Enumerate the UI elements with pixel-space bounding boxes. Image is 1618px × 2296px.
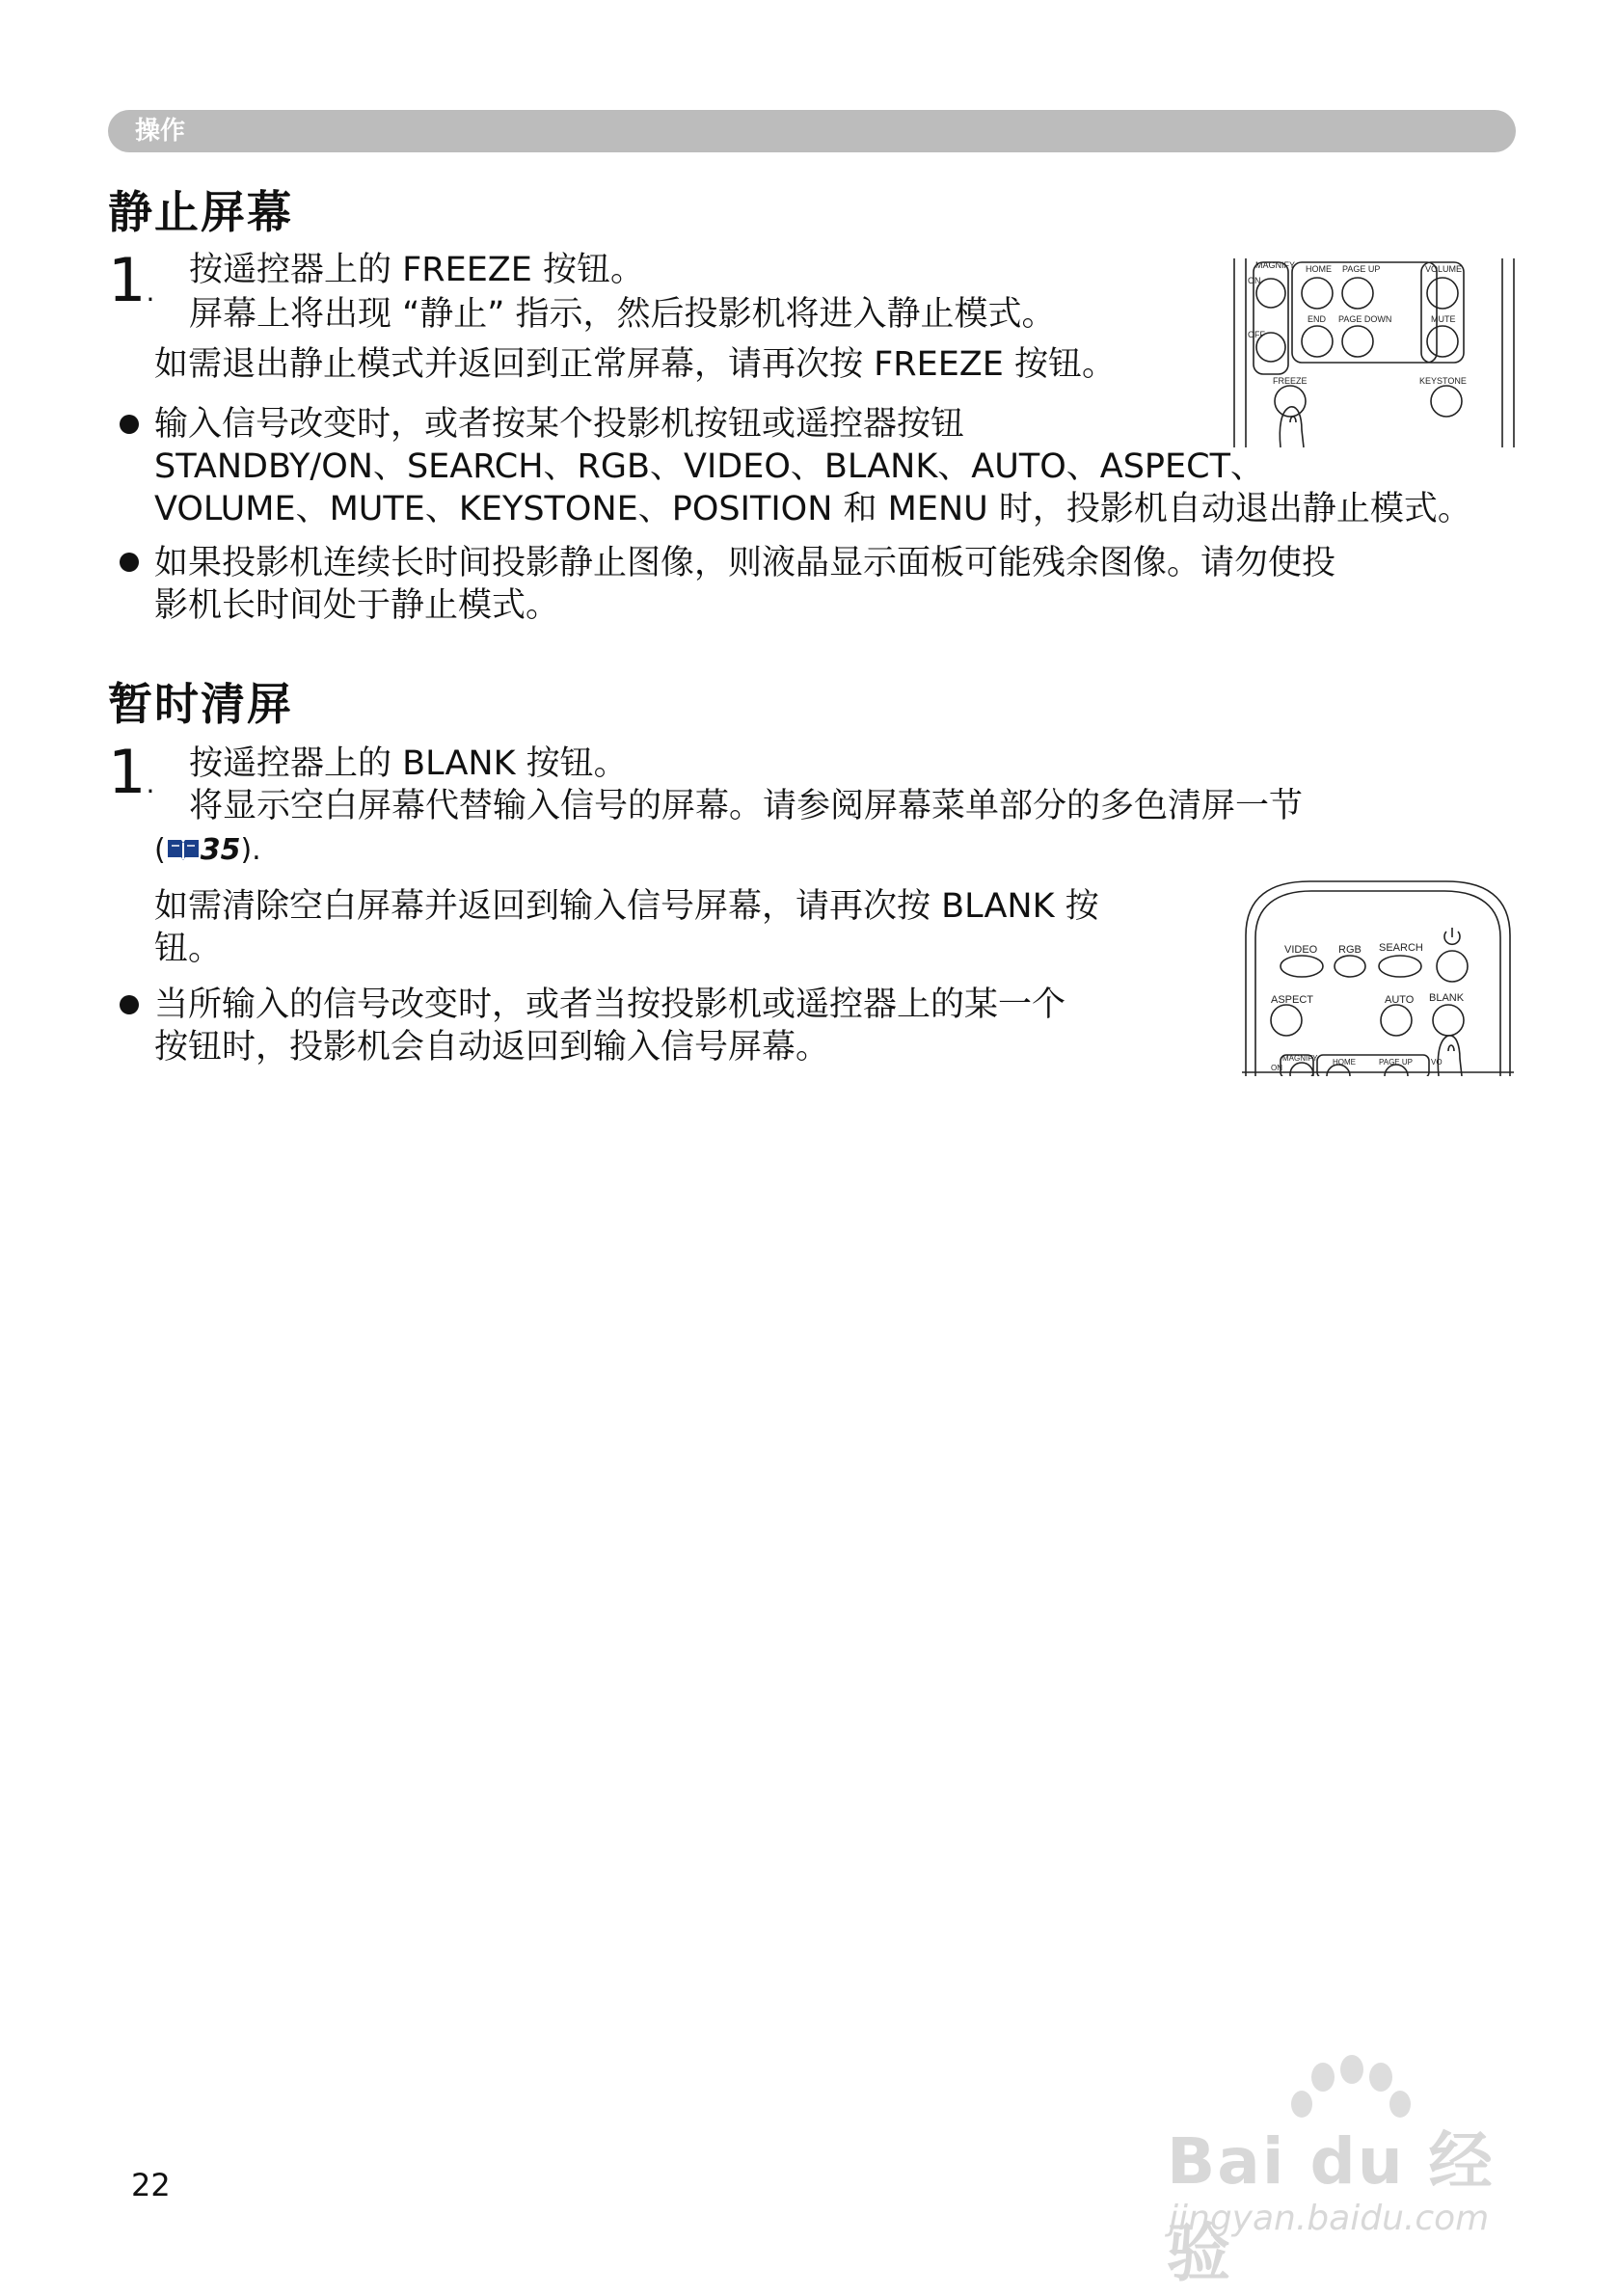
book-icon [166,836,201,861]
remote-label-keystone: KEYSTONE [1419,376,1467,386]
remote-label-on: ON [1271,1064,1282,1072]
page-number: 22 [131,2167,171,2203]
blank-section-title: 暂时清屏 [108,678,293,730]
bullet-dot [120,553,139,572]
freeze-bullet-line: 影机长时间处于静止模式。 [154,586,560,625]
blank-step-number: 1. [108,737,155,807]
blank-return-line: 钮。 [154,930,223,968]
remote-label-home: HOME [1333,1058,1356,1067]
remote-label-blank: BLANK [1429,992,1465,1004]
remote-freeze-illustration [1227,257,1522,449]
remote-label-auto: AUTO [1385,994,1415,1006]
section-header-label: 操作 [135,117,186,146]
ref-close-paren: ). [240,833,261,867]
remote-label-page-up: PAGE UP [1379,1058,1413,1067]
watermark-brand: Bai du 经验 [1167,2124,1495,2290]
remote-label-off: OFF [1248,330,1265,339]
blank-step-line: 将显示空白屏幕代替输入信号的屏幕。请参阅屏幕菜单部分的多色清屏一节 [189,787,1304,825]
section-header-bar [108,110,1516,152]
bullet-dot [120,995,139,1014]
freeze-bullet-line: 如果投影机连续长时间投影静止图像，则液晶显示面板可能残余图像。请勿使投 [154,544,1336,582]
remote-label-home: HOME [1306,264,1332,274]
remote-label-on: ON [1248,276,1261,285]
ref-open-paren: ( [154,833,166,867]
remote-label-end: END [1308,314,1327,324]
remote-blank-illustration [1242,878,1514,1076]
watermark-url: jingyan.baidu.com [1169,2199,1490,2238]
freeze-section-title: 静止屏幕 [108,186,293,238]
bullet-dot [120,415,139,434]
manual-page-reference [154,829,261,872]
remote-label-vo: VO [1431,1058,1443,1067]
ref-page-number: 35 [200,833,241,867]
freeze-step-number: 1. [108,245,155,315]
freeze-bullet-line: VOLUME、MUTE、KEYSTONE、POSITION 和 MENU 时，投影机自动退出静止模式。 [154,490,1471,528]
remote-label-page-up: PAGE UP [1342,264,1381,274]
freeze-step-line: 按遥控器上的 FREEZE 按钮。 [189,251,645,289]
remote-label-magnify: MAGNIFY [1255,260,1296,270]
baidu-watermark [1147,2054,1543,2290]
remote-label-aspect: ASPECT [1271,994,1314,1006]
freeze-bullet-line: 输入信号改变时，或者按某个投影机按钮或遥控器按钮 [154,405,965,444]
blank-return-line: 如需清除空白屏幕并返回到输入信号屏幕，请再次按 BLANK 按 [154,887,1099,926]
remote-label-volume: VOLUME [1425,264,1463,274]
remote-label-video: VIDEO [1284,944,1318,956]
remote-label-page-down: PAGE DOWN [1338,314,1392,324]
remote-label-freeze: FREEZE [1273,376,1308,386]
remote-label-rgb: RGB [1338,944,1362,956]
blank-bullet-line: 按钮时，投影机会自动返回到输入信号屏幕。 [154,1028,830,1067]
remote-label-mute: MUTE [1431,314,1456,324]
blank-bullet-line: 当所输入的信号改变时，或者当按投影机或遥控器上的某一个 [154,986,1066,1024]
remote-label-search: SEARCH [1379,942,1423,954]
remote-label-magnify: MAGNIFY [1282,1054,1318,1063]
blank-step-line: 按遥控器上的 BLANK 按钮。 [189,744,628,783]
freeze-step-line: 屏幕上将出现 “静止” 指示，然后投影机将进入静止模式。 [189,295,1056,334]
freeze-step-line: 如需退出静止模式并返回到正常屏幕，请再次按 FREEZE 按钮。 [154,345,1117,384]
freeze-bullet-line: STANDBY/ON、SEARCH、RGB、VIDEO、BLANK、AUTO、ASPECT、 [154,447,1264,486]
